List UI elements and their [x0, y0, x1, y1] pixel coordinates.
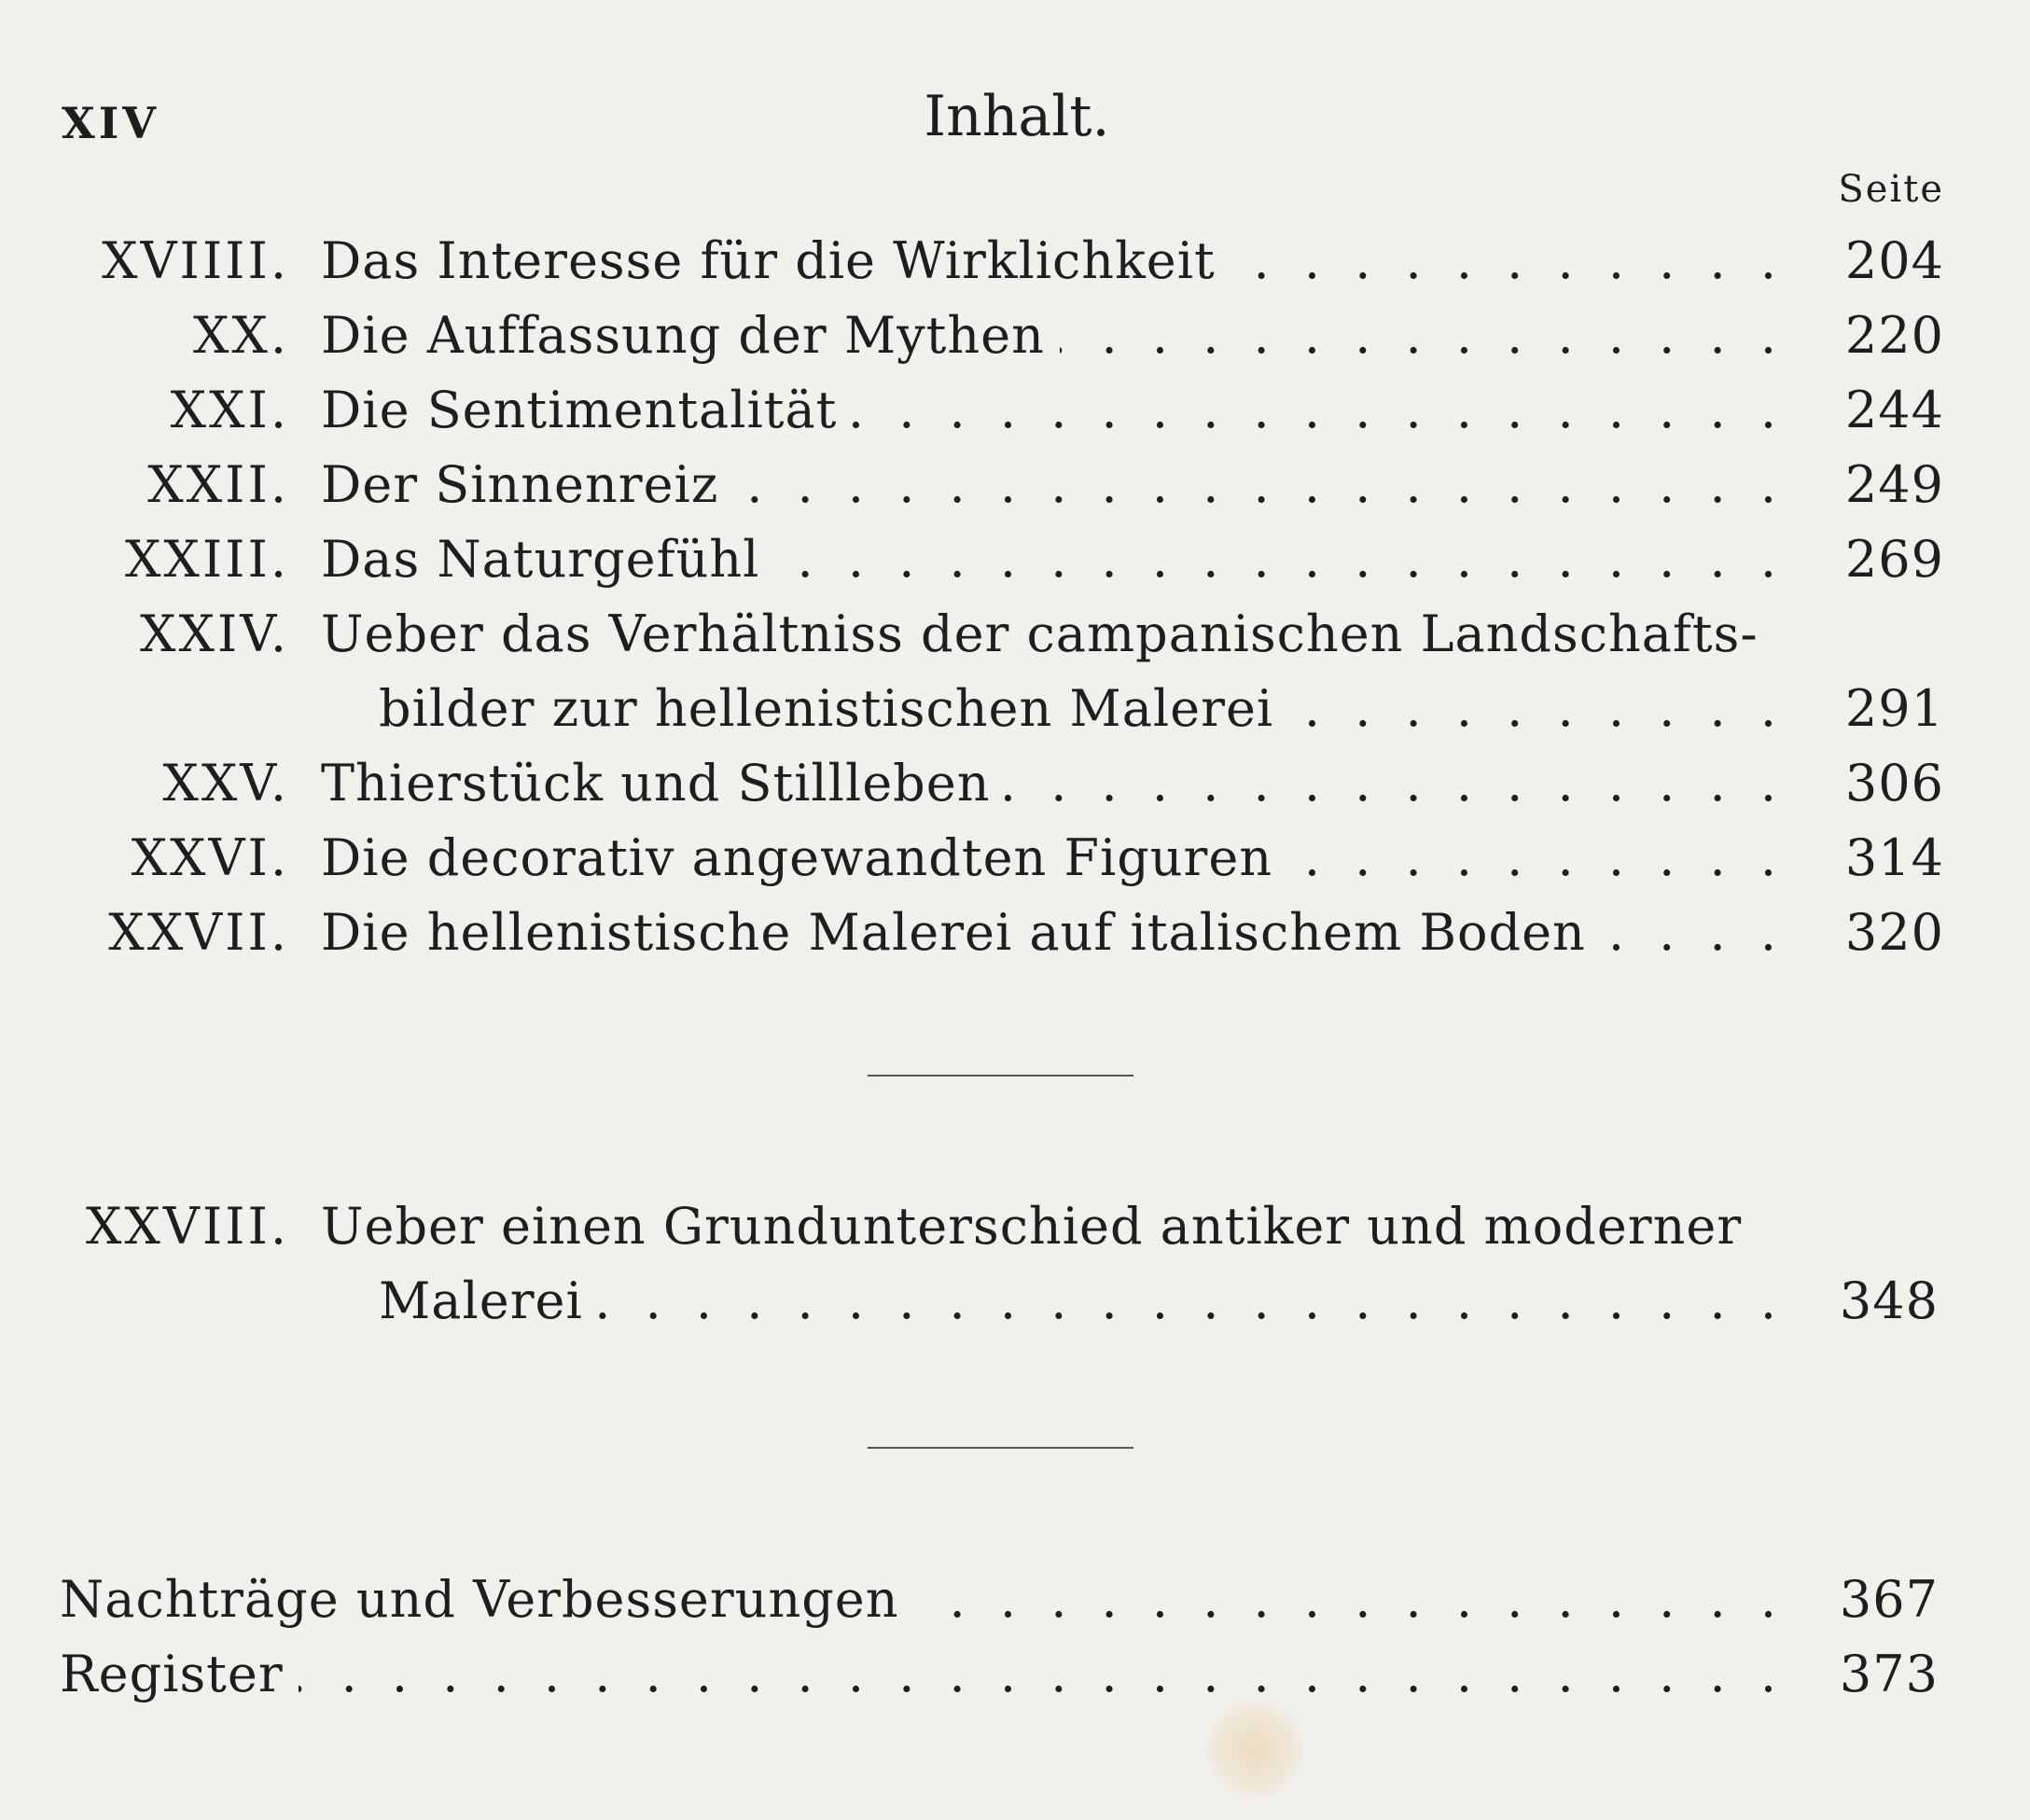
chapter-title: Das Interesse für die Wirklichkeit	[321, 231, 1231, 290]
chapter-page: 244	[1844, 381, 1944, 439]
toc-entry	[0, 821, 2030, 896]
chapter-title: Thierstück und Stillleben	[321, 754, 1005, 813]
chapter-page: 320	[1844, 903, 1944, 962]
chapter-number: XXI.	[170, 381, 289, 439]
chapter-page: 291	[1844, 679, 1944, 738]
chapter-title-continuation: Malerei	[379, 1271, 598, 1330]
chapter-page: 306	[1844, 754, 1944, 813]
end-matter-title-line	[60, 1563, 1786, 1637]
end-matter-page: 373	[1839, 1645, 1939, 1703]
chapter-title-line	[321, 448, 1786, 522]
chapter-number: XXIV.	[140, 604, 289, 663]
chapter-title: Ueber das Verhältniss der campanischen Landschafts-	[321, 604, 1773, 663]
toc-entry	[0, 448, 2030, 522]
end-matter-title: Nachträge und Verbesserungen	[60, 1570, 914, 1629]
toc-entry	[0, 597, 2030, 672]
toc-end-matter	[0, 1637, 2030, 1712]
chapter-number: XXV.	[162, 754, 289, 813]
toc-entry	[0, 522, 2030, 597]
chapter-title-line	[321, 1189, 1797, 1264]
end-matter-title-line	[60, 1637, 1786, 1712]
chapter-title: Die Auffassung der Mythen	[321, 306, 1060, 365]
chapter-title-line	[321, 224, 1786, 299]
toc-entry	[0, 299, 2030, 373]
chapter-title: Die decorativ angewandten Figuren	[321, 828, 1287, 887]
chapter-title: Die Sentimentalität	[321, 381, 852, 439]
end-matter-page: 367	[1839, 1570, 1939, 1629]
chapter-page: 348	[1839, 1271, 1939, 1330]
toc-entry-appendix	[0, 1189, 2030, 1264]
toc-entry-continuation	[0, 672, 2030, 746]
end-matter-title: Register	[60, 1645, 299, 1703]
chapter-number: XXIII.	[124, 530, 289, 589]
toc-end-matter	[0, 1563, 2030, 1637]
chapter-title-line	[321, 821, 1786, 896]
chapter-page: 314	[1844, 828, 1944, 887]
chapter-title: Das Naturgefühl	[321, 530, 774, 589]
running-head: Inhalt.	[924, 84, 1110, 149]
chapter-page: 249	[1844, 455, 1944, 514]
chapter-title-line	[379, 1264, 1786, 1339]
paper-stain	[1203, 1698, 1306, 1800]
chapter-page: 220	[1844, 306, 1944, 365]
page-column-label: Seite	[1838, 168, 1944, 211]
toc-entry	[0, 746, 2030, 821]
chapter-title-line	[321, 373, 1786, 448]
chapter-page: 269	[1844, 530, 1944, 589]
chapter-title-continuation: bilder zur hellenistischen Malerei	[379, 679, 1288, 738]
chapter-title-line	[321, 597, 1797, 672]
chapter-number: XXVII.	[108, 903, 289, 962]
toc-entry	[0, 373, 2030, 448]
chapter-number: XX.	[192, 306, 289, 365]
chapter-number: XVIIII.	[102, 231, 289, 290]
chapter-number: XXVI.	[131, 828, 289, 887]
chapter-title: Die hellenistische Malerei auf italischem Boden	[321, 903, 1601, 962]
chapter-title: Der Sinnenreiz	[321, 455, 733, 514]
toc-entry	[0, 896, 2030, 970]
chapter-title-line	[321, 746, 1786, 821]
chapter-title-line	[321, 522, 1786, 597]
toc-entry-continuation	[0, 1264, 2030, 1339]
chapter-number: XXII.	[147, 455, 289, 514]
chapter-page: 204	[1844, 231, 1944, 290]
section-divider	[868, 1075, 1133, 1077]
toc-entry	[0, 224, 2030, 299]
page-number: XIV	[62, 98, 160, 148]
chapter-title-line	[379, 672, 1786, 746]
section-divider	[868, 1447, 1133, 1449]
chapter-title-line	[321, 299, 1786, 373]
chapter-number: XXVIII.	[85, 1197, 289, 1256]
chapter-title: Ueber einen Grundunterschied antiker und moderner	[321, 1197, 1757, 1256]
chapter-title-line	[321, 896, 1786, 970]
